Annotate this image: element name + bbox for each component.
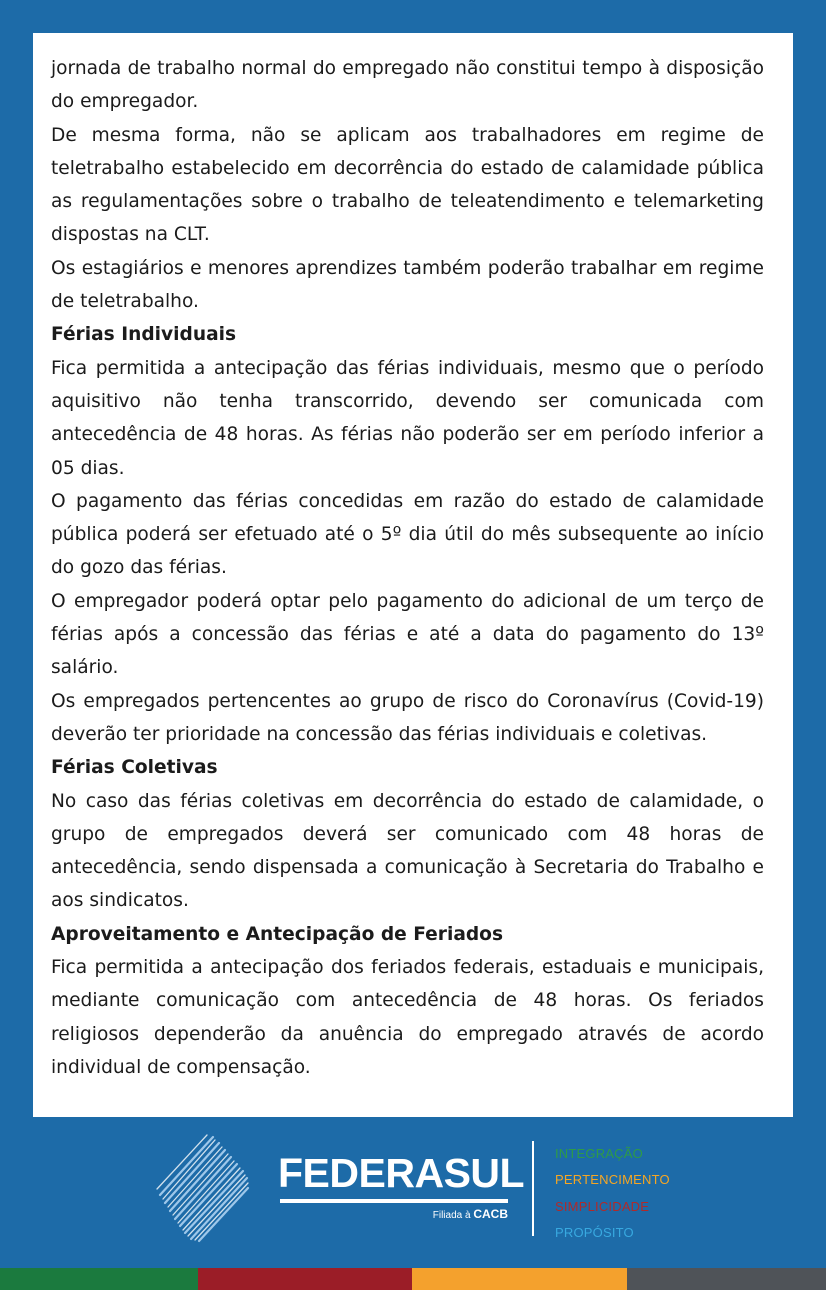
document-page xyxy=(33,33,793,1117)
values-list xyxy=(555,1141,670,1247)
footer-divider xyxy=(532,1141,534,1236)
stripe-green xyxy=(0,1268,198,1290)
value-proposito: PROPÓSITO xyxy=(555,1225,634,1241)
paragraph: Fica permitida a antecipação das férias individuais, mesmo que o período aquisitivo não tenha transcorrido, devendo ser comunicada com antecedência de 48 horas. As férias não poderão ser em período inferior a 05 dias. xyxy=(51,357,764,479)
paragraph: O empregador poderá optar pelo pagamento do adicional de um terço de férias após a concessão das férias e até a data do pagamento do 13º salário. xyxy=(51,590,764,679)
section-heading: Férias Coletivas xyxy=(51,757,218,779)
brand-name: FEDERASUL xyxy=(278,1150,525,1196)
paragraph: De mesma forma, não se aplicam aos trabalhadores em regime de teletrabalho estabelecido em decorrência do estado de calamidade pública as regulamentações sobre o trabalho de teleatendimento e telemarketing dispostas na CLT. xyxy=(51,124,764,246)
document-body xyxy=(51,52,764,1084)
affiliation-org: CACB xyxy=(473,1207,508,1221)
stripe-red xyxy=(198,1268,412,1290)
paragraph: Fica permitida a antecipação dos feriados federais, estaduais e municipais, mediante comunicação com antecedência de 48 horas. Os feriados religiosos dependerão da anuência do empregado através de acordo individual de compensação. xyxy=(51,957,764,1078)
stripe-orange xyxy=(412,1268,627,1290)
affiliation-text xyxy=(380,1207,508,1223)
paragraph: No caso das férias coletivas em decorrência do estado de calamidade, o grupo de empregados deverá ser comunicado com 48 horas de antecedência, sendo dispensada a comunicação à Secretaria do Trabalho e aos sindicatos. xyxy=(51,790,764,912)
paragraph: Os empregados pertencentes ao grupo de risco do Coronavírus (Covid-19) deverão ter prioridade na concessão das férias individuais e coletivas. xyxy=(51,690,764,745)
section-heading: Férias Individuais xyxy=(51,324,237,346)
diagonal-stripes-icon xyxy=(155,1133,250,1243)
paragraph: O pagamento das férias concedidas em razão do estado de calamidade pública poderá ser efetuado até o 5º dia útil do mês subsequente ao início do gozo das férias. xyxy=(51,490,764,579)
value-simplicidade: SIMPLICIDADE xyxy=(555,1198,650,1214)
paragraph: Os estagiários e menores aprendizes também poderão trabalhar em regime de teletrabalho. xyxy=(51,257,764,313)
affiliation-prefix: Filiada à xyxy=(432,1210,471,1221)
value-pertencimento: PERTENCIMENTO xyxy=(555,1172,670,1188)
stripe-gray xyxy=(627,1268,826,1290)
value-integracao: INTEGRAÇÃO xyxy=(555,1146,643,1161)
section-heading: Aproveitamento e Antecipação de Feriados xyxy=(51,923,504,945)
paragraph: jornada de trabalho normal do empregado não constitui tempo à disposição do empregador. xyxy=(51,58,764,113)
color-stripe-bar xyxy=(0,1268,826,1290)
brand-underline xyxy=(280,1199,508,1203)
